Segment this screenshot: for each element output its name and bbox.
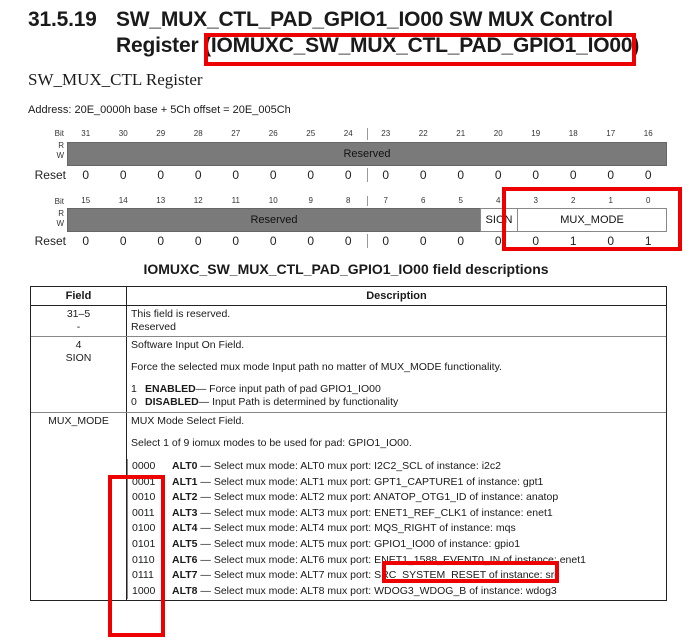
- reset-value: 0: [344, 234, 352, 248]
- header-field: Field: [31, 287, 127, 305]
- reset-value: 0: [194, 168, 202, 182]
- bit-number: 19: [531, 129, 541, 138]
- mux-mode-item: [128, 584, 662, 600]
- mux-mode-item: [128, 537, 662, 553]
- mux-code: 0011: [132, 506, 155, 519]
- field-cell: 4 SION: [31, 337, 127, 412]
- reset-row-label: Reset: [34, 168, 66, 182]
- table-row-sion: [31, 337, 666, 413]
- table-header: [31, 287, 666, 306]
- bit-number: 9: [308, 196, 313, 205]
- register-subtitle: SW_MUX_CTL Register: [28, 70, 203, 89]
- mux-port: GPIO1_IO00 of instance: gpio1: [374, 537, 521, 550]
- mux-mode-field: MUX_MODE: [517, 208, 667, 232]
- bit-number: 3: [533, 196, 538, 205]
- bit-number: 26: [268, 129, 278, 138]
- mux-port: GPT1_CAPTURE1 of instance: gpt1: [374, 475, 544, 488]
- bit-number: 25: [306, 129, 316, 138]
- reserved-field-lower: Reserved: [67, 208, 481, 232]
- mux-code: 0111: [132, 569, 154, 582]
- section-number: 31.5.19: [28, 8, 97, 31]
- reset-value: 0: [194, 234, 202, 248]
- bit-number: 7: [383, 196, 388, 205]
- mux-mode-item: [128, 568, 662, 584]
- bit-number: 20: [493, 129, 503, 138]
- bit-row-label: Bit: [54, 197, 64, 206]
- w-label: W: [56, 151, 64, 160]
- bit-number: 15: [81, 196, 91, 205]
- bit-number: 8: [346, 196, 351, 205]
- mux-mode-item: [128, 475, 662, 491]
- register-diagram-upper: [28, 128, 668, 188]
- reserved-field-upper: Reserved: [67, 142, 667, 166]
- mux-description: ALT1 — Select mux mode: ALT1 mux port: GPT1_CAPTURE1 of instance: gpt1: [172, 475, 544, 488]
- reset-value: 0: [119, 168, 127, 182]
- mux-code: 1000: [132, 584, 156, 597]
- mux-mode-item: [128, 490, 662, 506]
- mux-description: ALT0 — Select mux mode: ALT0 mux port: I2C2_SCL of instance: i2c2: [172, 460, 501, 472]
- bit-number: 11: [231, 196, 240, 205]
- reset-value: 1: [569, 234, 577, 248]
- bit-number: 22: [418, 129, 428, 138]
- mux-port: ENET1_1588_EVENT0_IN of instance: enet1: [374, 553, 586, 566]
- bit-number: 24: [343, 129, 353, 138]
- reset-value: 0: [344, 168, 352, 182]
- bit-number: 16: [643, 129, 653, 138]
- field-cell: 31–5 -: [31, 306, 127, 336]
- reset-value: 0: [269, 234, 277, 248]
- reset-value: 0: [532, 168, 540, 182]
- field-cell: MUX_MODE: [31, 413, 127, 600]
- reset-row-label: Reset: [34, 234, 66, 248]
- reset-value: 0: [607, 168, 615, 182]
- reset-value: 0: [457, 234, 465, 248]
- reset-value: 0: [157, 168, 165, 182]
- bit-number: 1: [608, 196, 613, 205]
- mux-code: 0110: [132, 553, 155, 566]
- reset-value: 0: [644, 168, 652, 182]
- table-title: IOMUXC_SW_MUX_CTL_PAD_GPIO1_IO00 field descriptions: [143, 261, 549, 277]
- mux-port: WDOG3_WDOG_B of instance: wdog3: [374, 584, 557, 597]
- reset-value: 0: [232, 168, 240, 182]
- byte-divider: [367, 128, 368, 140]
- bit-number: 27: [231, 129, 241, 138]
- bit-number: 29: [156, 129, 166, 138]
- w-label: W: [56, 219, 64, 228]
- bit-number: 0: [646, 196, 651, 205]
- reset-value: 0: [269, 168, 277, 182]
- bit-row-label: Bit: [54, 129, 64, 138]
- mux-port: MQS_RIGHT of instance: mqs: [374, 522, 516, 535]
- reset-value: 0: [569, 168, 577, 182]
- reset-value: 0: [307, 168, 315, 182]
- field-description-table: [30, 286, 667, 601]
- r-label: R: [58, 141, 64, 150]
- mux-code: 0101: [132, 537, 156, 550]
- reset-value: 0: [382, 234, 390, 248]
- bit-number: 13: [156, 196, 166, 205]
- mux-code: 0001: [132, 475, 156, 488]
- r-label: R: [58, 209, 64, 218]
- bit-number: 21: [456, 129, 466, 138]
- mux-description: ALT6 — Select mux mode: ALT6 mux port: ENET1_1588_EVENT0_IN of instance: enet1: [172, 553, 586, 566]
- reset-value: 0: [457, 168, 465, 182]
- mux-port: SRC_SYSTEM_RESET of instance: src: [374, 569, 560, 582]
- reset-value: 0: [419, 234, 427, 248]
- bit-number: 12: [193, 196, 203, 205]
- reset-value: 0: [82, 168, 90, 182]
- reset-value: 0: [532, 234, 540, 248]
- reset-value: 0: [232, 234, 240, 248]
- reset-value: 0: [119, 234, 127, 248]
- enum-enabled: 1 ENABLED — Force input path of pad GPIO1_IO00: [131, 383, 381, 395]
- mux-port: I2C2_SCL of instance: i2c2: [374, 460, 501, 472]
- reset-value: 0: [82, 234, 90, 248]
- bit-number: 2: [571, 196, 576, 205]
- register-address: Address: 20E_0000h base + 5Ch offset = 20E_005Ch: [28, 104, 291, 116]
- reset-value: 0: [494, 168, 502, 182]
- bit-number: 10: [268, 196, 278, 205]
- byte-divider: [367, 196, 368, 206]
- register-diagram-lower: [28, 196, 668, 256]
- reset-value: 0: [157, 234, 165, 248]
- reset-value: 0: [419, 168, 427, 182]
- page-title-line1: SW_MUX_CTL_PAD_GPIO1_IO00 SW MUX Control: [116, 8, 613, 31]
- register-full-name: IOMUXC_SW_MUX_CTL_PAD_GPIO1_IO00): [210, 34, 640, 57]
- bit-number: 23: [381, 129, 391, 138]
- title-prefix: Register (: [116, 34, 211, 57]
- mux-mode-list: [127, 459, 662, 599]
- mux-mode-item: [128, 521, 662, 537]
- bit-number: 17: [606, 129, 616, 138]
- mux-code: 0100: [132, 522, 156, 535]
- page-title-line2: [116, 34, 639, 58]
- mux-description: ALT7 — Select mux mode: ALT7 mux port: SRC_SYSTEM_RESET of instance: src: [172, 569, 560, 582]
- mux-description: ALT5 — Select mux mode: ALT5 mux port: GPIO1_IO00 of instance: gpio1: [172, 537, 521, 550]
- reset-value: 0: [494, 234, 502, 248]
- mux-mode-item: [128, 506, 662, 522]
- bit-number: 4: [496, 196, 501, 205]
- bit-number: 28: [193, 129, 203, 138]
- mux-port: ENET1_REF_CLK1 of instance: enet1: [374, 506, 553, 519]
- table-row-mux-mode: [31, 413, 666, 600]
- bit-number: 30: [118, 129, 128, 138]
- mux-code: 0000: [132, 460, 156, 472]
- mux-mode-item: [128, 459, 662, 475]
- sion-field: SION: [480, 208, 518, 232]
- table-row-reserved: [31, 306, 666, 337]
- byte-divider: [367, 234, 368, 248]
- bit-number: 6: [421, 196, 426, 205]
- description-cell: This field is reserved. Reserved: [131, 308, 231, 333]
- bit-number: 14: [118, 196, 128, 205]
- bit-number: 5: [458, 196, 463, 205]
- reset-value: 0: [382, 168, 390, 182]
- mux-mode-item: [128, 553, 662, 569]
- mux-code: 0010: [132, 491, 156, 504]
- header-description: Description: [366, 290, 427, 302]
- reset-value: 0: [307, 234, 315, 248]
- mux-description: ALT3 — Select mux mode: ALT3 mux port: ENET1_REF_CLK1 of instance: enet1: [172, 506, 553, 519]
- mux-description: ALT8 — Select mux mode: ALT8 mux port: WDOG3_WDOG_B of instance: wdog3: [172, 584, 557, 597]
- reset-value: 0: [607, 234, 615, 248]
- reset-value: 1: [644, 234, 652, 248]
- description-cell: Software Input On Field. Force the selected mux mode Input path no matter of MUX_MODE functionality. 1 ENABLED — Force input path of pad GPIO1_IO00 0 DISABLED — Input Path is determined by functionality: [127, 337, 666, 412]
- byte-divider: [367, 168, 368, 182]
- bit-number: 18: [568, 129, 578, 138]
- bit-number: 31: [81, 129, 91, 138]
- enum-disabled: 0 DISABLED — Input Path is determined by functionality: [131, 396, 399, 408]
- mux-description: ALT4 — Select mux mode: ALT4 mux port: MQS_RIGHT of instance: mqs: [172, 522, 516, 535]
- mux-description: ALT2 — Select mux mode: ALT2 mux port: ANATOP_OTG1_ID of instance: anatop: [172, 491, 559, 504]
- mux-port: ANATOP_OTG1_ID of instance: anatop: [373, 491, 559, 504]
- description-cell: MUX Mode Select Field. Select 1 of 9 iomux modes to be used for pad: GPIO1_IO00. 0000 ALT0 — Select mux mode: ALT0 mux port: I2C2_SCL of instance: i2c2 0001 ALT1 — Select mux mode: ALT1 mux port: GPT1_CAPTURE1 of instance: gpt1 0010 ALT2 — Select mux mode: ALT2 mux port: ANATOP_OTG1_ID of instance: anatop 0011 ALT3 — Select mux mode: ALT3 mux port: ENET1_REF_CLK1 of instance: enet1 0100 ALT4 — Select mux mode: ALT4 mux port: MQS_RIGHT of instance: mqs 0101 ALT5 — Select mux mode: ALT5 mux port: GPIO1_IO00 of instance: gpio1 0110 ALT6 — Select mux mode: ALT6 mux port: ENET1_1588_EVENT0_IN of instance: enet1 0111 ALT7 — Select mux mode: ALT7 mux port: SRC_SYSTEM_RESET of instance: src 1000 ALT8 — Select mux mode: ALT8 mux port: WDOG3_WDOG_B of instance: wdog3: [127, 413, 666, 600]
